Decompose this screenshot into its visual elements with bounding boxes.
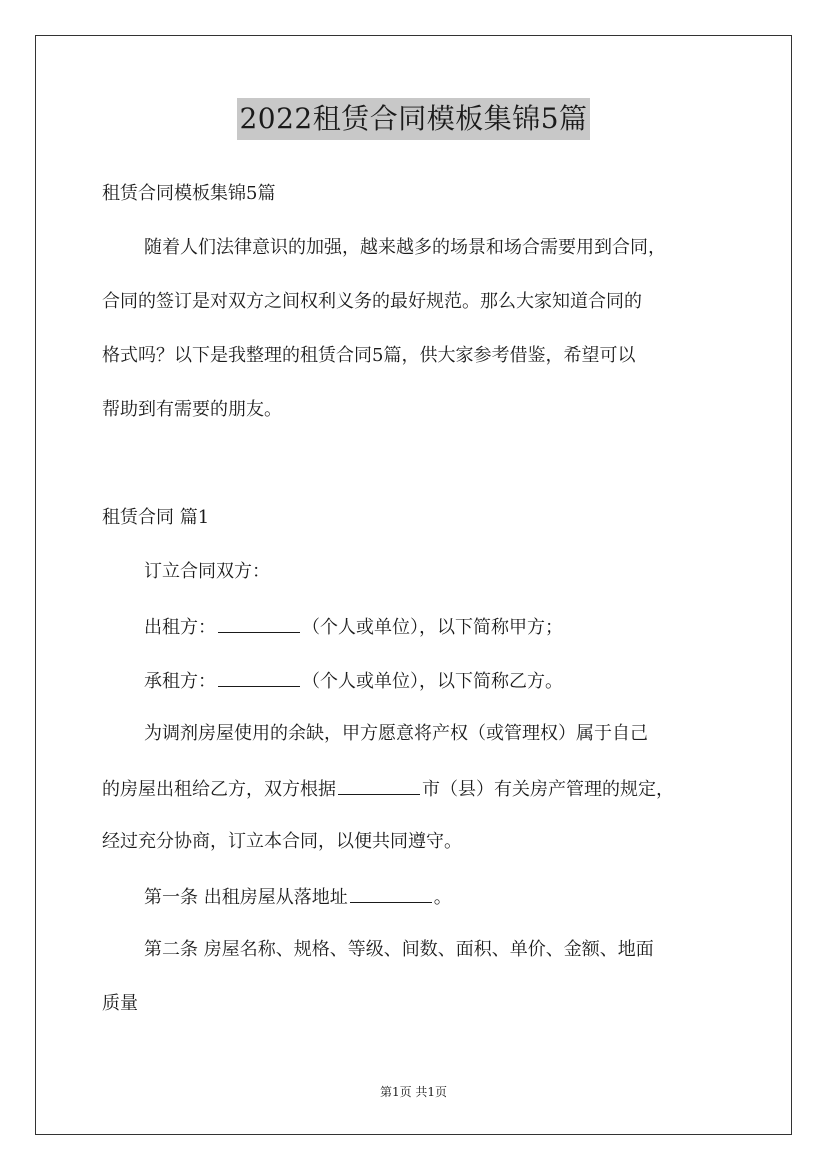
purpose-line-2-after: 市（县）有关房产管理的规定， bbox=[422, 779, 674, 800]
article-1-end: 。 bbox=[433, 887, 452, 908]
section-heading: 租赁合同 篇1 bbox=[102, 507, 210, 528]
parties-heading: 订立合同双方： bbox=[144, 561, 270, 582]
intro-line-3: 格式吗？以下是我整理的租赁合同5篇，供大家参考借鉴，希望可以 bbox=[102, 345, 636, 366]
address-blank-field bbox=[350, 884, 432, 903]
document-title: 2022租赁合同模板集锦5篇 bbox=[237, 98, 589, 140]
lessee-blank-field bbox=[218, 668, 300, 687]
lessee-line bbox=[144, 668, 563, 694]
purpose-line-2-before: 的房屋出租给乙方，双方根据 bbox=[102, 779, 336, 800]
lessor-label: 出租方： bbox=[144, 617, 216, 638]
page-footer: 第1页 共1页 bbox=[379, 1085, 448, 1099]
lessee-label: 承租方： bbox=[144, 671, 216, 692]
title-container bbox=[0, 98, 827, 140]
purpose-line-2 bbox=[102, 776, 674, 802]
intro-line-1: 随着人们法律意识的加强，越来越多的场景和场合需要用到合同， bbox=[144, 237, 666, 258]
article-2-line-1: 第二条 房屋名称、规格、等级、间数、面积、单价、金额、地面 bbox=[144, 939, 654, 960]
lessor-suffix: （个人或单位），以下简称甲方； bbox=[302, 617, 563, 638]
article-2-line-2: 质量 bbox=[102, 993, 138, 1014]
purpose-line-3: 经过充分协商，订立本合同，以便共同遵守。 bbox=[102, 831, 462, 852]
article-1-text: 第一条 出租房屋从落地址 bbox=[144, 887, 348, 908]
document-subtitle: 租赁合同模板集锦5篇 bbox=[102, 183, 276, 204]
purpose-line-1: 为调剂房屋使用的余缺，甲方愿意将产权（或管理权）属于自己 bbox=[144, 723, 648, 744]
article-1 bbox=[144, 884, 452, 910]
city-blank-field bbox=[338, 776, 420, 795]
lessor-line bbox=[144, 614, 563, 640]
lessee-suffix: （个人或单位），以下简称乙方。 bbox=[302, 671, 563, 692]
intro-line-4: 帮助到有需要的朋友。 bbox=[102, 399, 282, 420]
lessor-blank-field bbox=[218, 614, 300, 633]
intro-line-2: 合同的签订是对双方之间权利义务的最好规范。那么大家知道合同的 bbox=[102, 291, 642, 312]
